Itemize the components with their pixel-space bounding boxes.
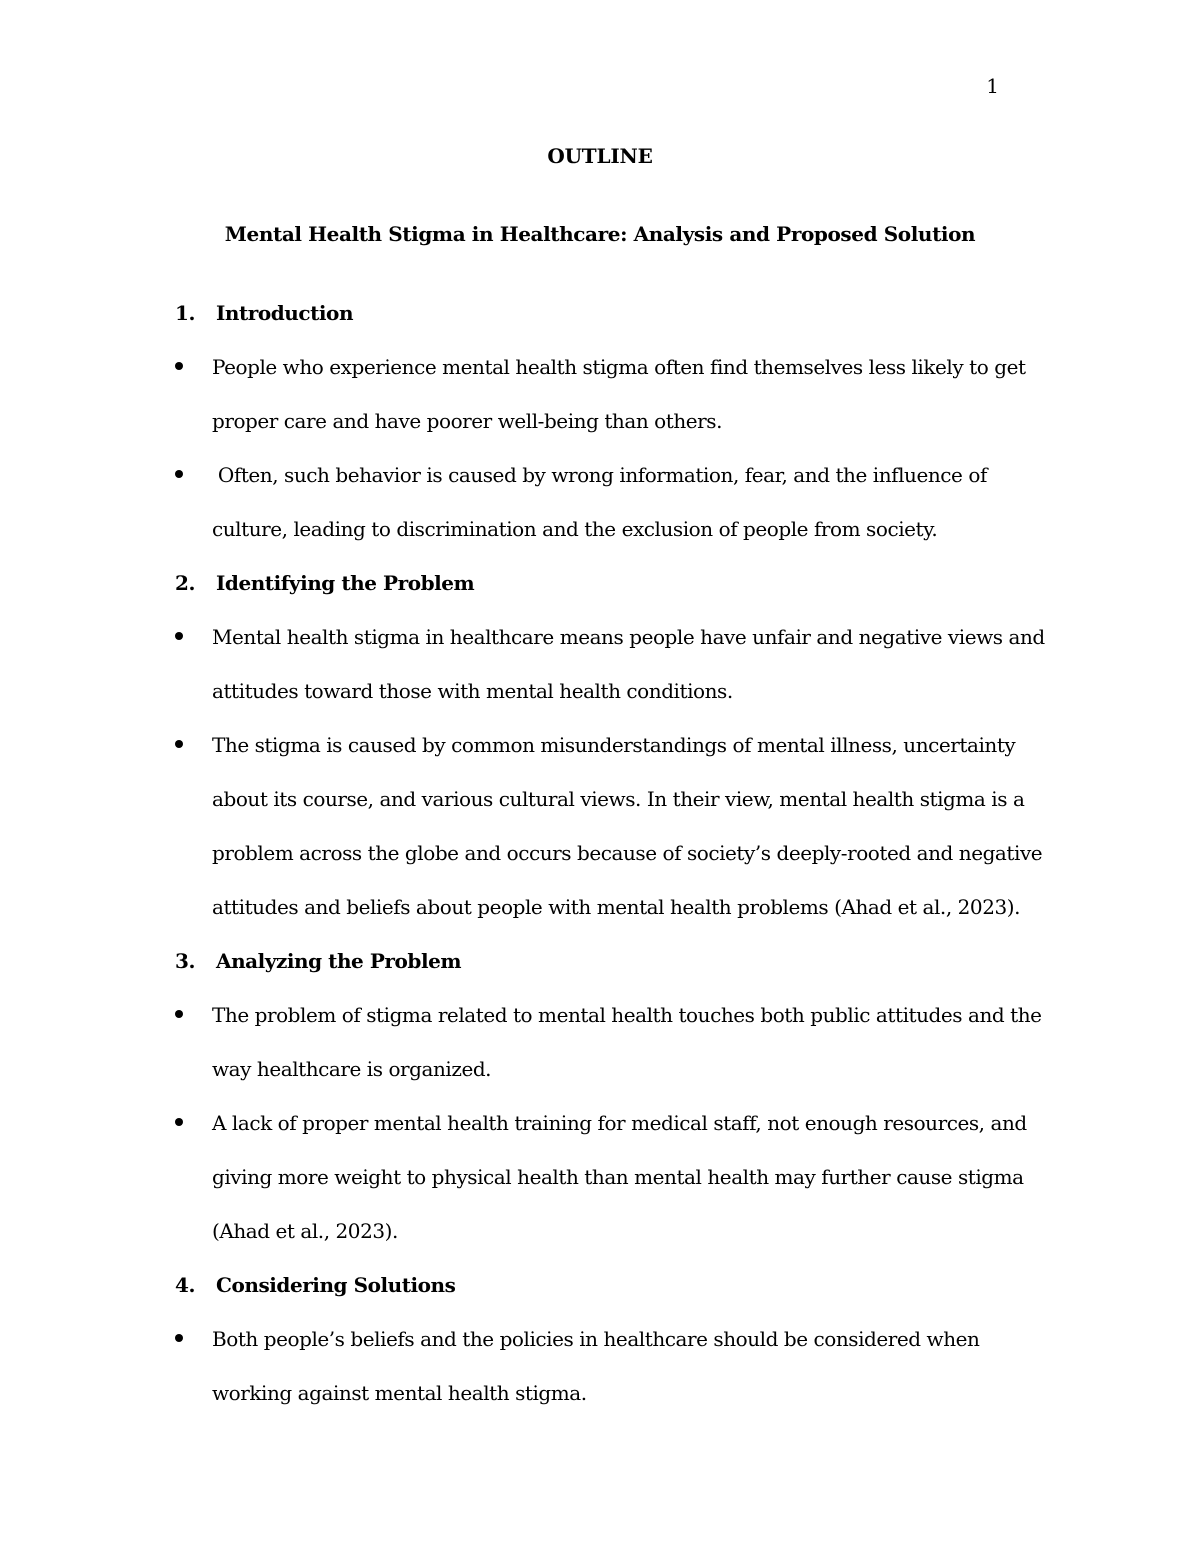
section-label: Considering Solutions	[216, 1273, 456, 1297]
bullet-text: The problem of stigma related to mental health touches both public attitudes and the way healthcare is organized.	[212, 1003, 1048, 1081]
bullet-icon	[171, 610, 212, 718]
bullet-icon	[171, 1096, 212, 1258]
section-heading-considering	[171, 1258, 1061, 1312]
bullet-item	[171, 448, 1061, 556]
section-number: 3.	[175, 949, 195, 973]
bullet-text: Both people’s beliefs and the policies in healthcare should be considered when working against mental health stigma.	[212, 1327, 986, 1405]
section-label: Introduction	[216, 301, 354, 325]
outline-body	[171, 286, 1061, 1420]
page-number: 1	[986, 74, 999, 98]
bullet-text: The stigma is caused by common misunderstandings of mental illness, uncertainty about its course, and various cultural views. In their view, mental health stigma is a problem across the globe and occurs because of society’s deeply-rooted and negative attitudes and beliefs about people with mental health problems (Ahad et al., 2023).	[212, 733, 1049, 919]
section-heading-introduction	[171, 286, 1061, 340]
bullet-item	[171, 988, 1061, 1096]
bullet-item	[171, 1312, 1061, 1420]
bullet-icon	[171, 988, 212, 1096]
bullet-item	[171, 610, 1061, 718]
bullet-icon	[171, 340, 212, 448]
section-number: 4.	[175, 1273, 195, 1297]
bullet-text: People who experience mental health stigma often find themselves less likely to get proper care and have poorer well-being than others.	[212, 355, 1032, 433]
bullet-text: A lack of proper mental health training for medical staff, not enough resources, and giving more weight to physical health than mental health may further cause stigma (Ahad et al., 2023).	[212, 1111, 1033, 1243]
bullet-icon	[171, 718, 212, 934]
section-label: Analyzing the Problem	[216, 949, 462, 973]
section-heading-analyzing	[171, 934, 1061, 988]
bullet-icon	[171, 1312, 212, 1420]
bullet-item	[171, 718, 1061, 934]
section-heading-identifying	[171, 556, 1061, 610]
bullet-icon	[171, 448, 212, 556]
bullet-text: Often, such behavior is caused by wrong information, fear, and the influence of culture, leading to discrimination and the exclusion of people from society.	[212, 463, 993, 541]
bullet-text: Mental health stigma in healthcare means people have unfair and negative views and attitudes toward those with mental health conditions.	[212, 625, 1051, 703]
section-number: 2.	[175, 571, 195, 595]
bullet-item	[171, 340, 1061, 448]
section-label: Identifying the Problem	[216, 571, 475, 595]
document-title: Mental Health Stigma in Healthcare: Analysis and Proposed Solution	[224, 222, 976, 246]
outline-heading: OUTLINE	[547, 144, 653, 168]
bullet-item	[171, 1096, 1061, 1258]
section-number: 1.	[175, 301, 195, 325]
